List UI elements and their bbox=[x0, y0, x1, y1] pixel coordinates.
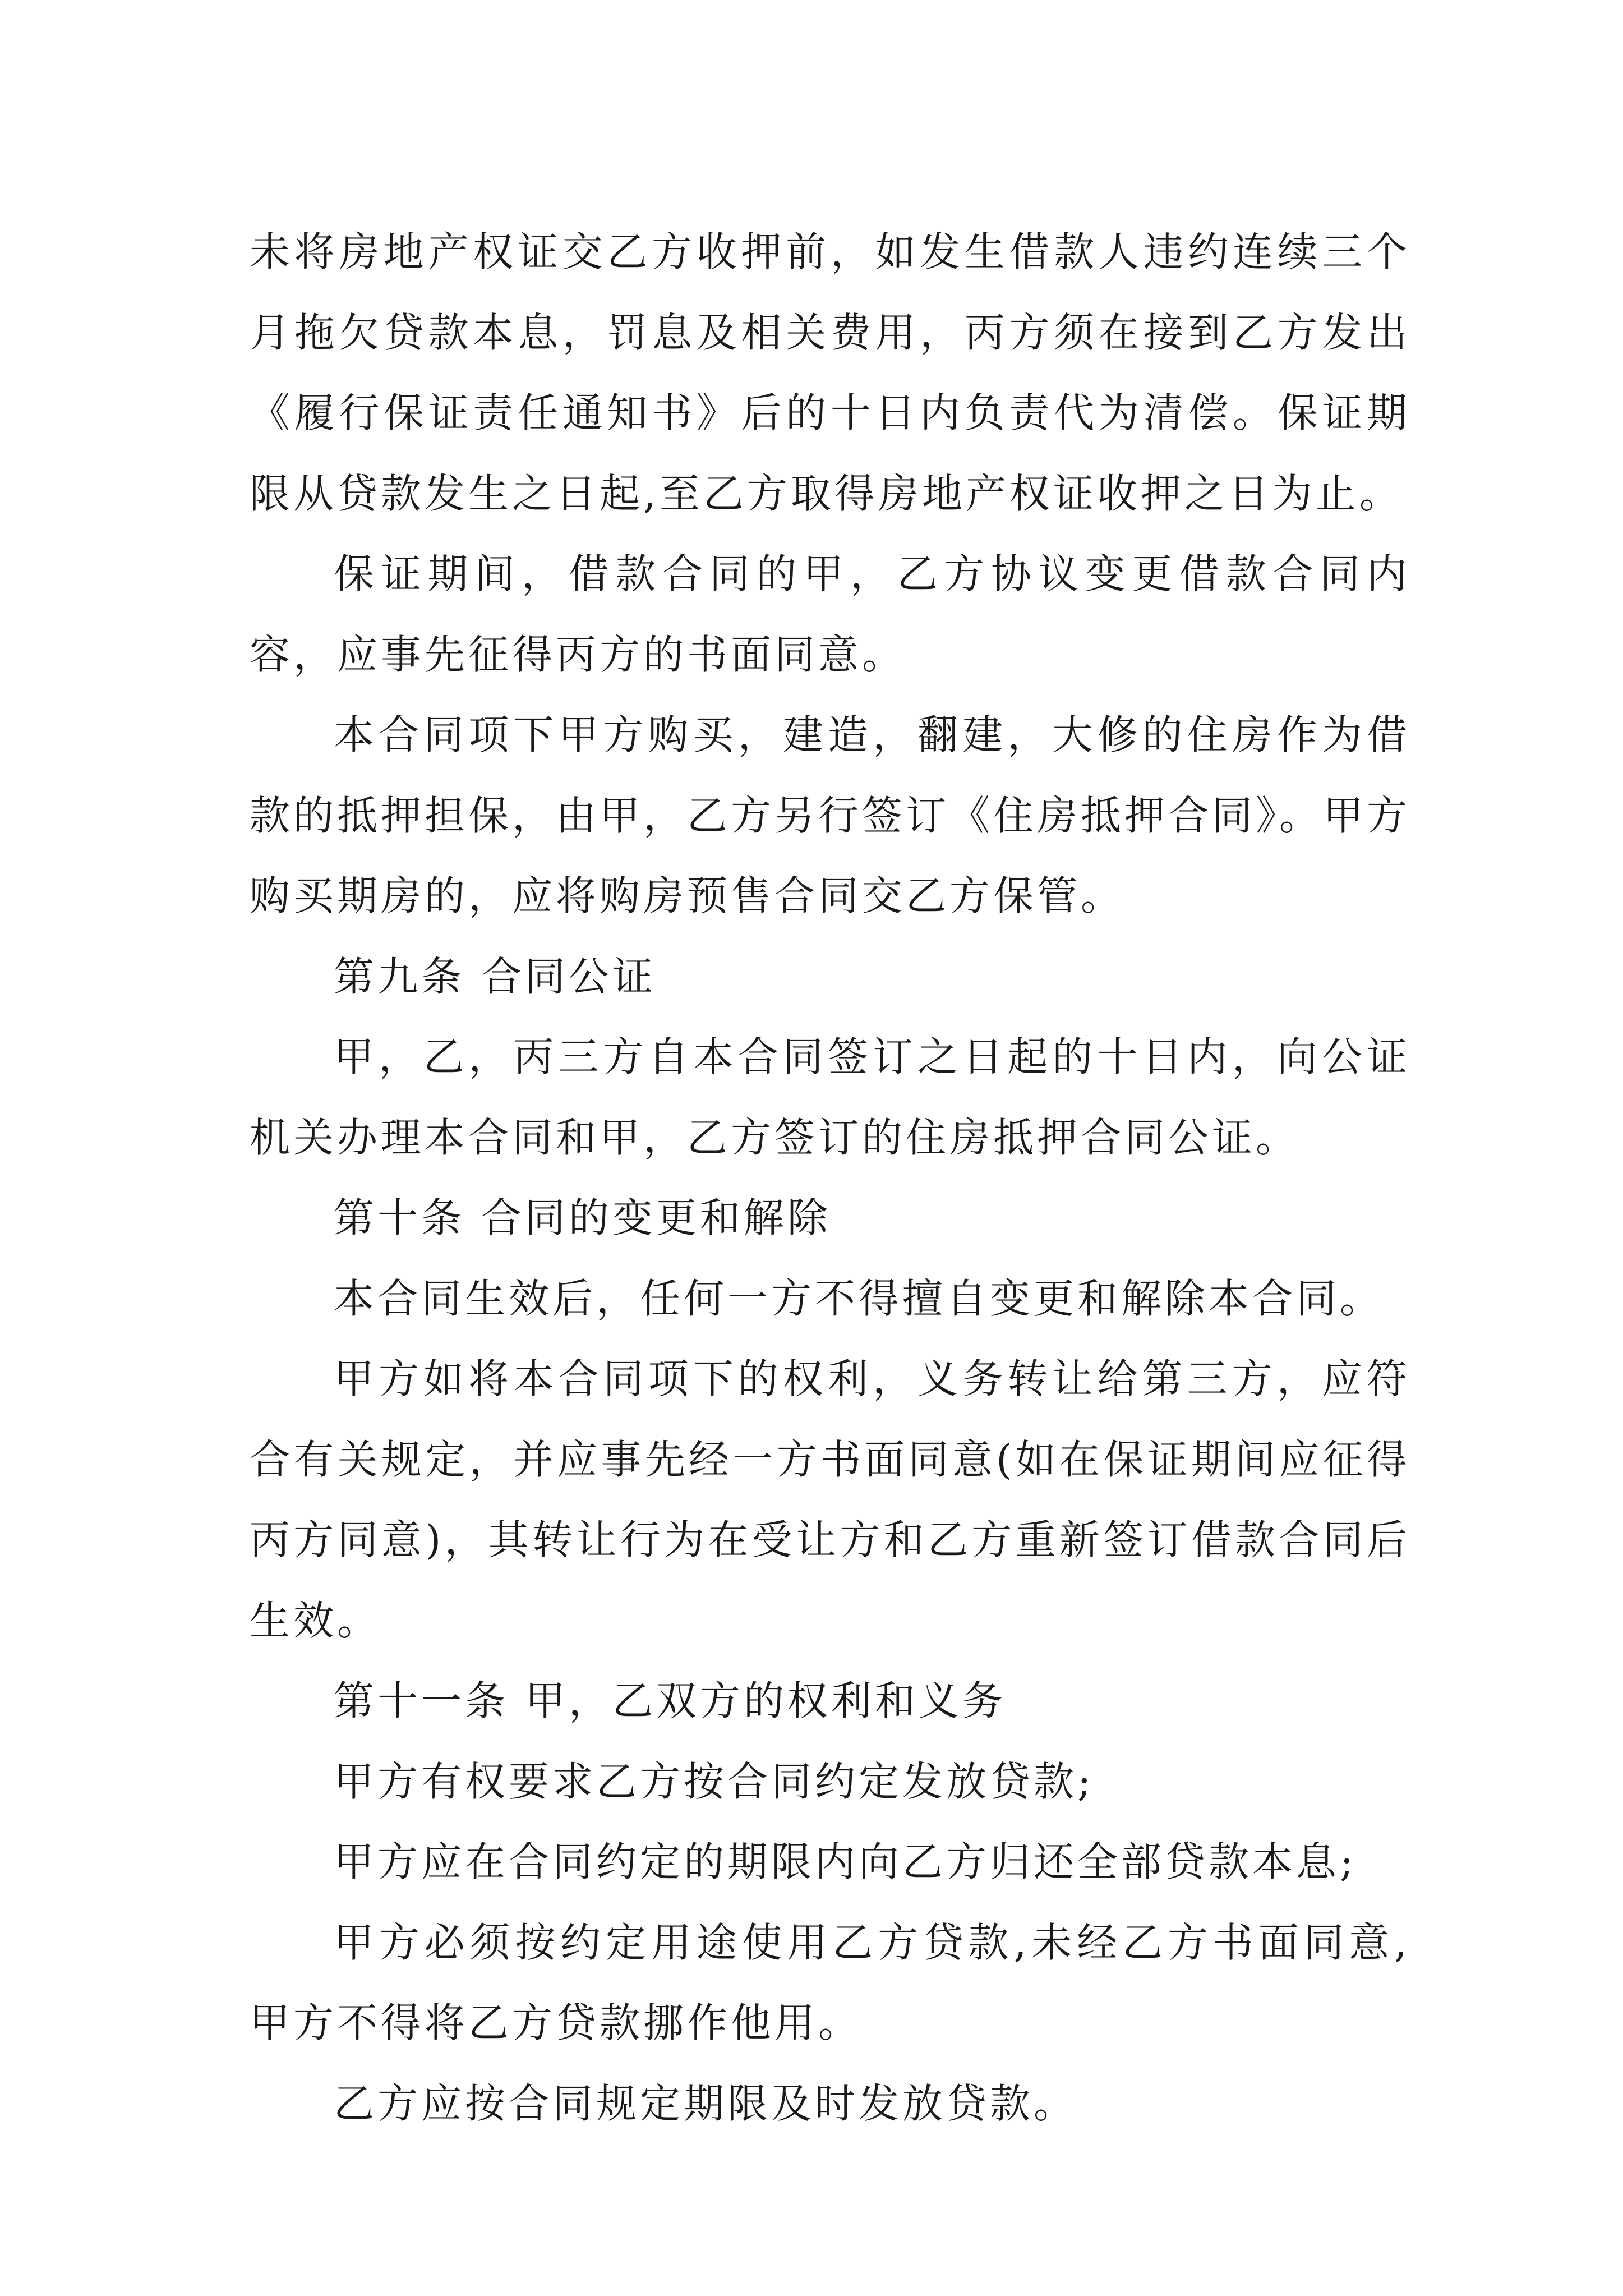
paragraph-right-to-loan: 甲方有权要求乙方按合同约定发放贷款; bbox=[334, 1757, 1095, 1805]
heading-article-10: 第十条 合同的变更和解除 bbox=[334, 1194, 831, 1241]
paragraph-rights-transfer: 甲方如将本合同项下的权利，义务转让给第三方，应符合有关规定，并应事先经一方书面同意(如在保证期间应征得丙方同意)，其转让行为在受让方和乙方重新签订借款合同后生效。 bbox=[250, 1355, 1410, 1644]
paragraph-mortgage-guarantee: 本合同项下甲方购买，建造，翻建，大修的住房作为借款的抵押担保，由甲，乙方另行签订《住房抵押合同》。甲方购买期房的，应将购房预售合同交乙方保管。 bbox=[250, 711, 1411, 919]
paragraph-no-unilateral-change: 本合同生效后，任何一方不得擅自变更和解除本合同。 bbox=[334, 1274, 1384, 1322]
paragraph-repayment-duty: 甲方应在合同约定的期限内向乙方归还全部贷款本息; bbox=[334, 1838, 1357, 1885]
paragraph-notarization: 甲，乙，丙三方自本合同签订之日起的十日内，向公证机关办理本合同和甲，乙方签订的住房抵押合同公证。 bbox=[250, 1033, 1410, 1161]
heading-article-9: 第九条 合同公证 bbox=[334, 953, 656, 1000]
paragraph-guarantee-liability: 未将房地产权证交乙方收押前，如发生借款人违约连续三个月拖欠贷款本息，罚息及相关费用，丙方须在接到乙方发出《履行保证责任通知书》后的十日内负责代为清偿。保证期限从贷款发生之日起,至乙方取得房地产权证收押之日为止。 bbox=[250, 228, 1410, 517]
document-body bbox=[250, 212, 1410, 2144]
paragraph-loan-usage: 甲方必须按约定用途使用乙方贷款,未经乙方书面同意,甲方不得将乙方贷款挪作他用。 bbox=[250, 1918, 1410, 2046]
heading-article-11: 第十一条 甲，乙双方的权利和义务 bbox=[334, 1677, 1006, 1724]
paragraph-lender-duty: 乙方应按合同规定期限及时发放贷款。 bbox=[334, 2079, 1078, 2127]
paragraph-guarantee-period-change: 保证期间，借款合同的甲，乙方协议变更借款合同内容，应事先征得丙方的书面同意。 bbox=[250, 550, 1410, 678]
